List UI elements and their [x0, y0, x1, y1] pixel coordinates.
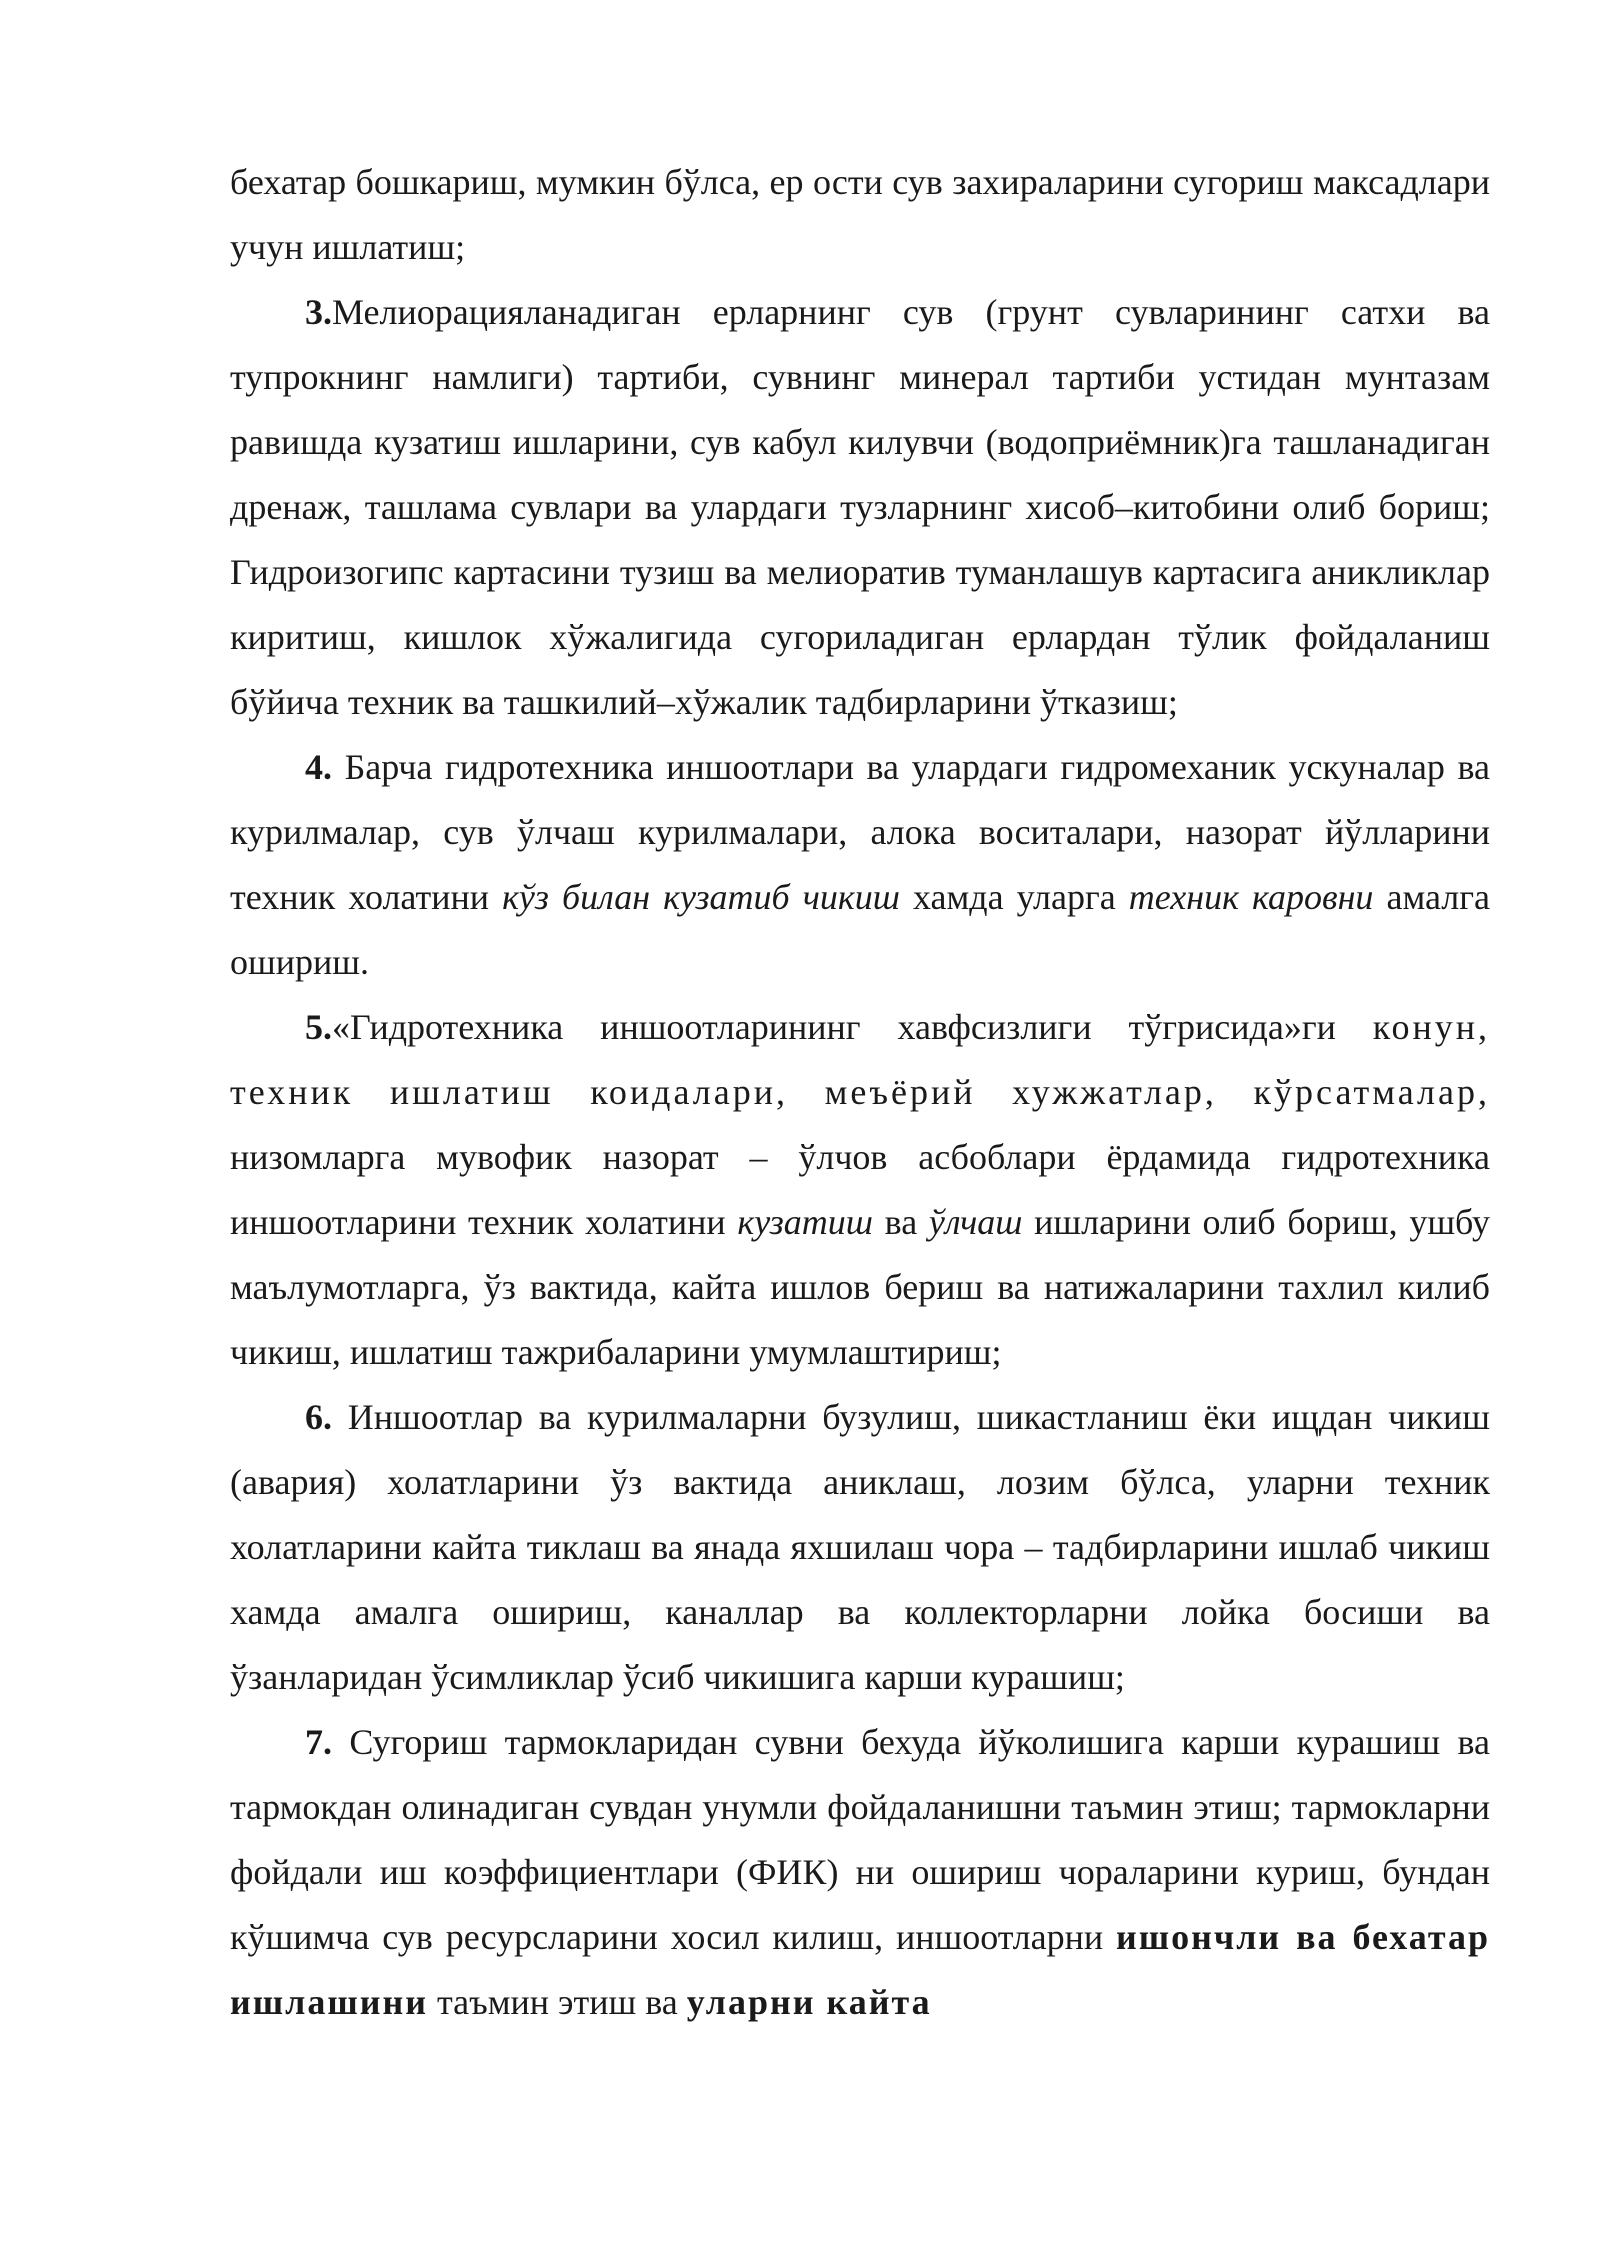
paragraph-text: ва: [872, 1202, 929, 1242]
italic-phrase: кузатиш: [737, 1202, 873, 1242]
paragraph-text: «Гидротехника иншоотларининг хавфсизлиги тўгрисида»ги: [332, 1007, 1373, 1047]
paragraph-text: Иншоотлар ва курилмаларни бузулиш, шикастланиш ёки ищдан чикиш (авария) холатларини ўз вактида аниклаш, лозим бўлса, уларни техник холатларини кайта тиклаш ва янада яхшилаш чора – тадбирларини ишлаб чикиш хамда амалга ошириш, каналлар ва коллекторларни лойка босиши ва ўзанларидан ўсимликлар ўсиб чикишига карши курашиш;: [230, 1397, 1490, 1697]
document-page: [230, 150, 1490, 2035]
paragraph-item-5: [230, 995, 1490, 1385]
paragraph-item-4: [230, 735, 1490, 995]
paragraph-text: хамда уларга: [899, 877, 1129, 917]
paragraph-text: амалга ошириш.: [230, 877, 1491, 982]
paragraph-text: таъмин этиш ва: [427, 1982, 687, 2022]
paragraph-item-6: [230, 1385, 1490, 1710]
paragraph-text: Мелиорацияланадиган ерларнинг сув (грунт сувларининг сатхи ва тупрокнинг намлиги) тартиби, сувнинг минерал тартиби устидан мунтазам равишда кузатиш ишларини, сув кабул килувчи (водоприёмник)га ташланадиган дренаж, ташлама сувлари ва улардаги тузларнинг хисоб–китобини олиб бориш; Гидроизогипс картасини тузиш ва мелиоратив туманлашув картасига аникликлар киритиш, кишлок хўжалигида сугориладиган ерлардан тўлик фойдаланиш бўйича техник ва ташкилий–хўжалик тадбирларини ўтказиш;: [230, 292, 1490, 722]
item-number: 3.: [305, 292, 332, 332]
bold-phrase: уларни кайта: [686, 1982, 932, 2022]
paragraph-text: низомларга мувофик назорат – ўлчов асбоблари ёрдамида гидротехника иншоотларини техник холатини: [230, 1137, 1490, 1242]
paragraph-item-3: [230, 280, 1490, 735]
paragraph-text: Сугориш тармокларидан сувни бехуда йўколишига карши курашиш ва тармокдан олинадиган сувдан унумли фойдаланишни таъмин этиш; тармокларни фойдали иш коэффициентлари (ФИК) ни ошириш чораларини куриш, бундан кўшимча сув ресурсларини хосил килиш, иншоотларни: [230, 1722, 1490, 1957]
paragraph-text: ишларини олиб бориш, ушбу маълумотларга, ўз вактида, кайта ишлов бериш ва натижаларини тахлил килиб чикиш, ишлатиш тажрибаларини умумлаштириш;: [230, 1202, 1490, 1372]
item-number: 6.: [305, 1397, 332, 1437]
spaced-phrase: конун, техник ишлатиш коидалари, меъёрий хужжатлар, кўрсатмалар,: [230, 1007, 1490, 1112]
paragraph-item-7: [230, 1710, 1490, 2035]
item-number: 7.: [305, 1722, 332, 1762]
paragraph-text: бехатар бошкариш, мумкин бўлса, ер ости сув захираларини сугориш максадлари учун ишлатиш;: [230, 162, 1490, 267]
item-number: 4.: [305, 747, 332, 787]
italic-phrase: ўлчаш: [928, 1202, 1023, 1242]
italic-phrase: техник каровни: [1128, 877, 1374, 917]
paragraph-text: Барча гидротехника иншоотлари ва улардаги гидромеханик ускуналар ва курилмалар, сув ўлчаш курилмалари, алока воситалари, назорат йўлларини техник холатини: [230, 747, 1490, 917]
bold-phrase: ишончли ва бехатар ишлашини: [230, 1917, 1490, 2022]
italic-phrase: кўз билан кузатиб чикиш: [502, 877, 900, 917]
item-number: 5.: [305, 1007, 332, 1047]
paragraph-continuation: [230, 150, 1490, 280]
